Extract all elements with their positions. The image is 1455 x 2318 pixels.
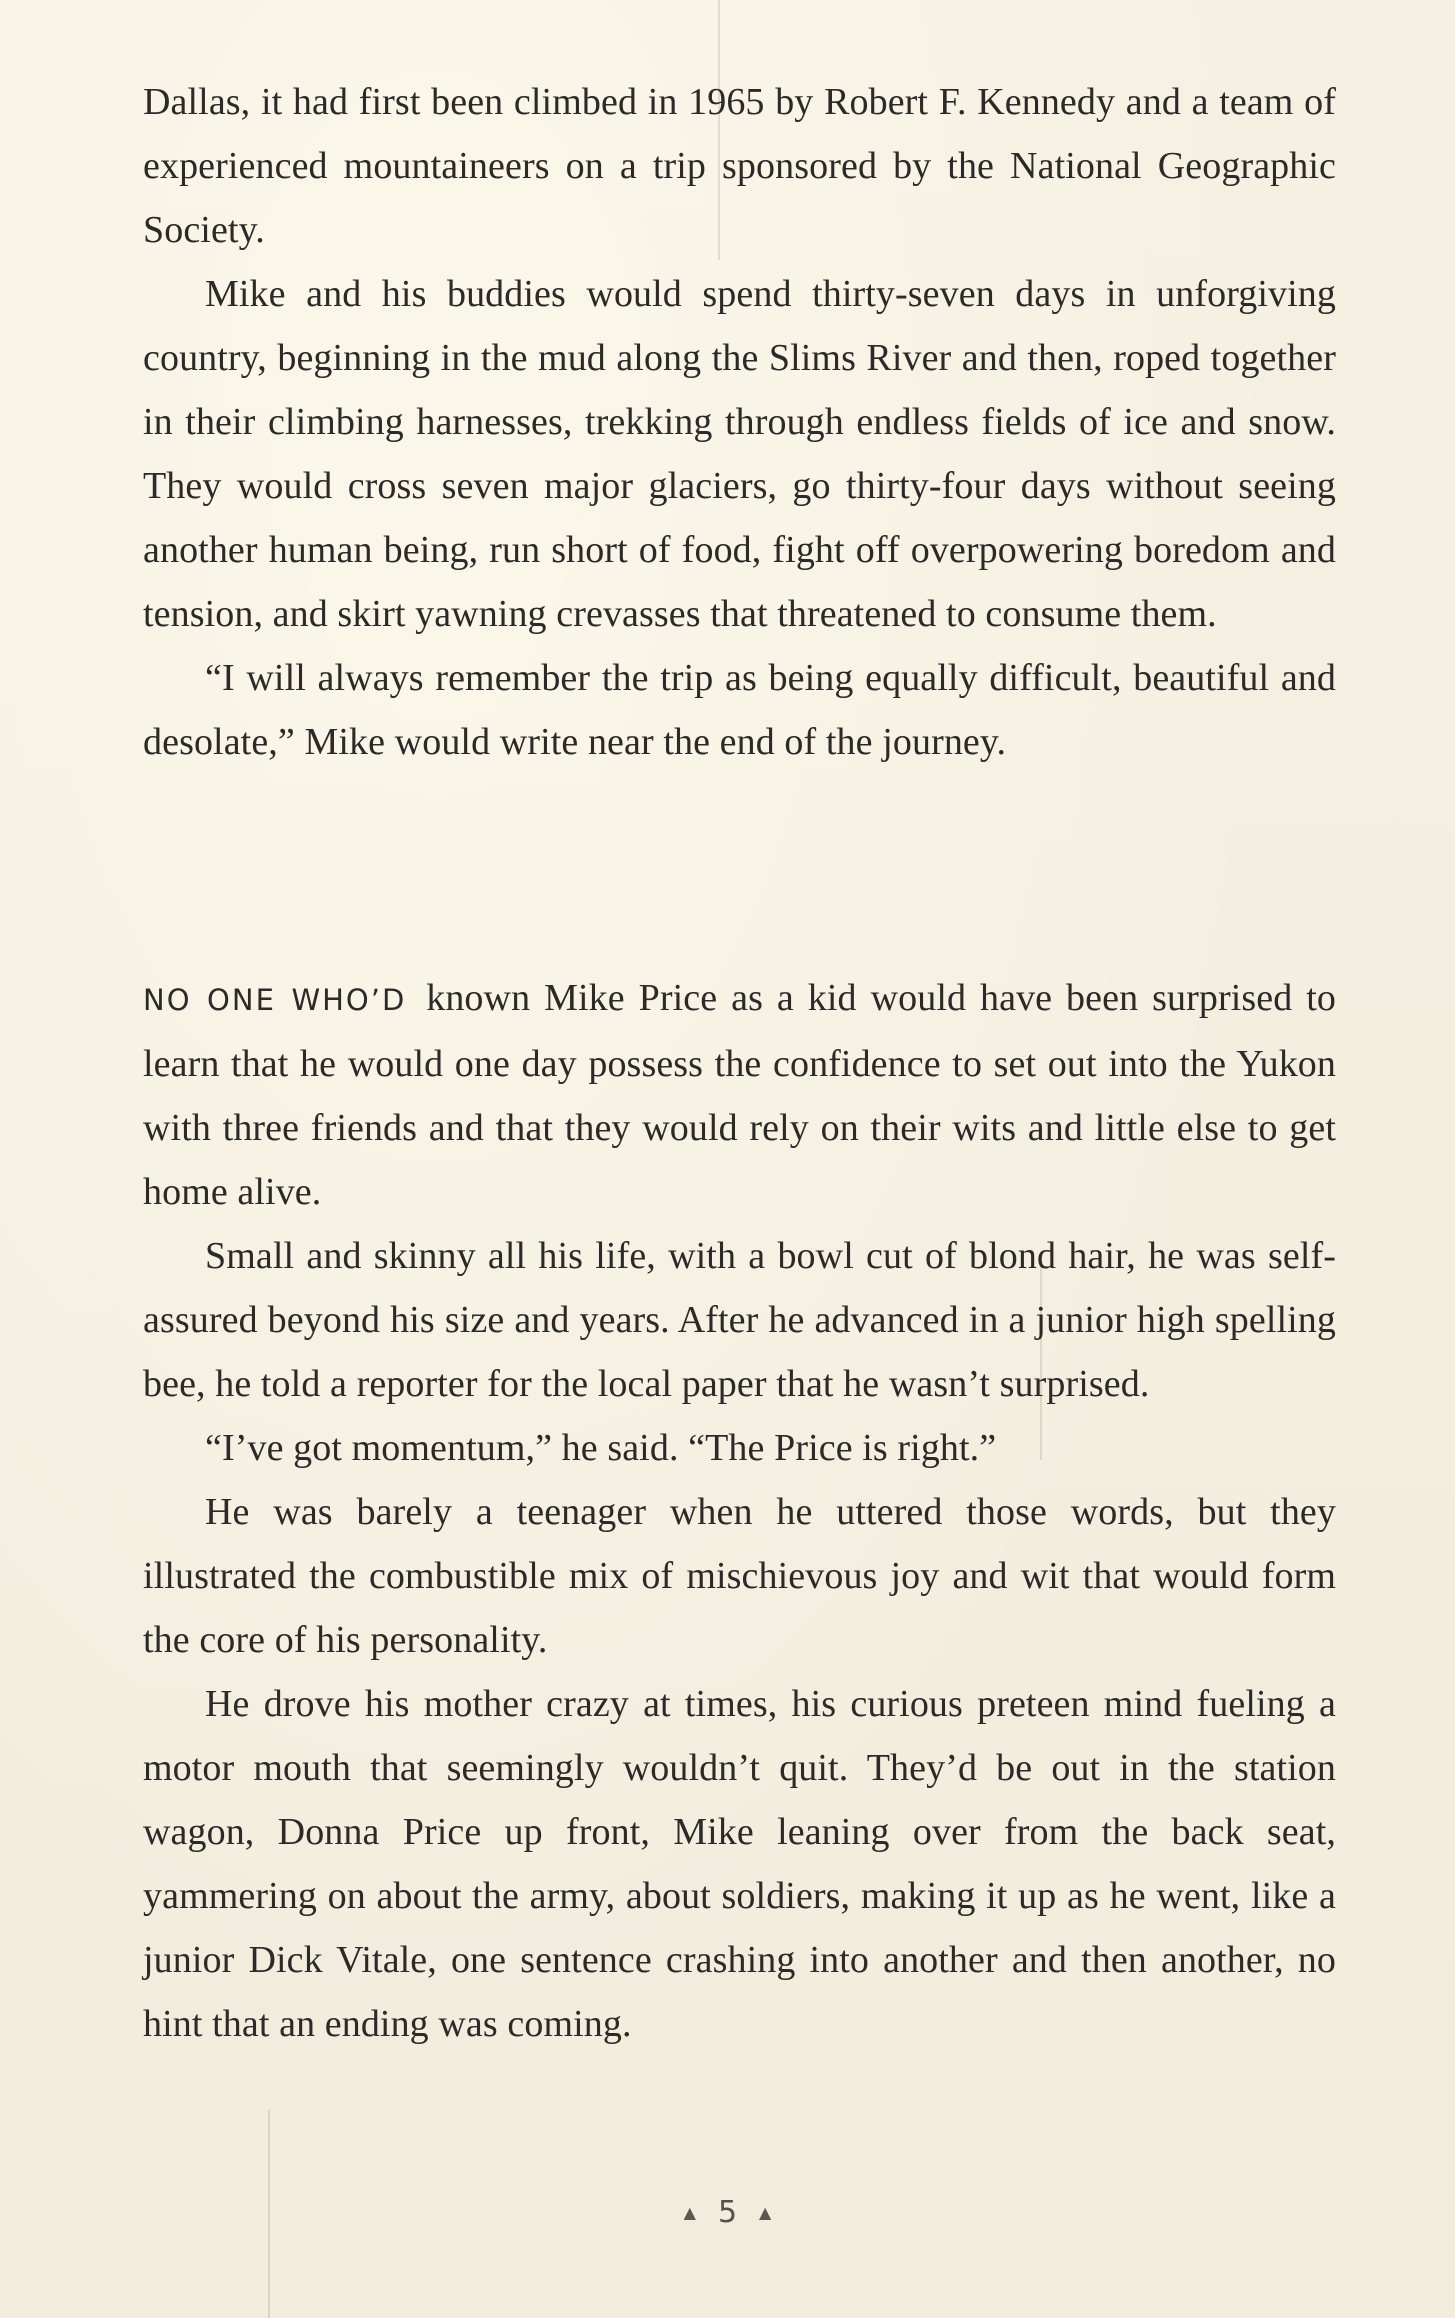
section-one [143, 70, 1336, 774]
page-number: 5 [717, 2195, 738, 2230]
opening-paragraph-text: known Mike Price as a kid would have been surprised to learn that he would one day possess the confidence to set out into the Yukon with three friends and that they would rely on their wits and little else to get home alive. [143, 977, 1336, 1213]
paragraph: Small and skinny all his life, with a bowl cut of blond hair, he was self-assured beyond his size and years. After he advanced in a junior high spelling bee, he told a reporter for the local paper that he wasn’t surprised. [143, 1235, 1336, 1405]
paragraph: Dallas, it had first been climbed in 1965 by Robert F. Kennedy and a team of experienced mountaineers on a trip sponsored by the National Geographic Society. [143, 81, 1336, 251]
paragraph: He drove his mother crazy at times, his curious preteen mind fueling a motor mouth that seemingly wouldn’t quit. They’d be out in the station wagon, Donna Price up front, Mike leaning over from the back seat, yammering on about the army, about soldiers, making it up as he went, like a junior Dick Vitale, one sentence crashing into another and then another, no hint that an ending was coming. [143, 1683, 1336, 2045]
paragraph: “I’ve got momentum,” he said. “The Price is right.” [205, 1427, 997, 1469]
triangle-ornament-icon: ▲ [759, 2203, 772, 2222]
section-opening-paragraph [143, 966, 1336, 1224]
small-caps-lead-in: NO ONE WHO’D [143, 983, 407, 1017]
paragraph: “I will always remember the trip as being equally difficult, beautiful and desolate,” Mike would write near the end of the journey. [143, 657, 1336, 763]
paragraph: Mike and his buddies would spend thirty-seven days in unforgiving country, beginning in the mud along the Slims River and then, roped together in their climbing harnesses, trekking through endless fields of ice and snow. They would cross seven major glaciers, go thirty-four days without seeing another human being, run short of food, fight off overpowering boredom and tension, and skirt yawning crevasses that threatened to consume them. [143, 273, 1336, 635]
paragraph: He was barely a teenager when he uttered those words, but they illustrated the combustible mix of mischievous joy and wit that would form the core of his personality. [143, 1491, 1336, 1661]
triangle-ornament-icon: ▲ [683, 2203, 696, 2222]
page-footer [0, 2194, 1455, 2230]
section-two [143, 966, 1336, 2056]
